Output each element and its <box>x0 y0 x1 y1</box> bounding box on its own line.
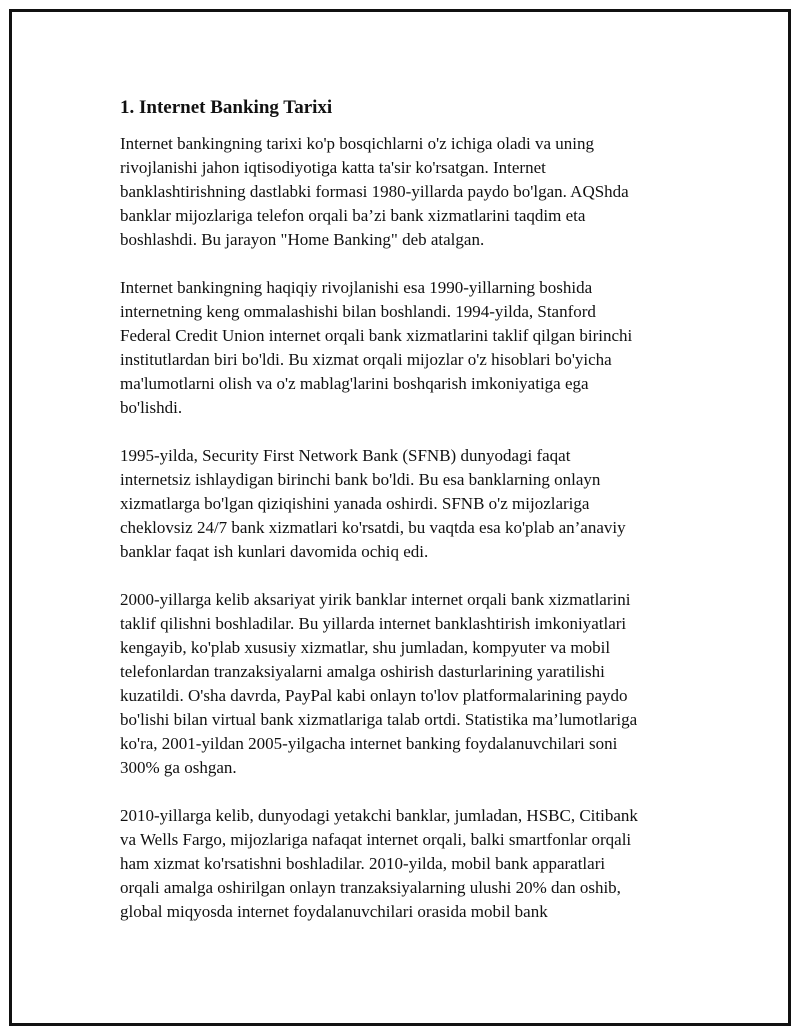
page-frame <box>9 9 791 1026</box>
paragraph-2: Internet bankingning haqiqiy rivojlanishi esa 1990-yillarning boshida internetning keng ommalashishi bilan boshlandi. 1994-yilda, Stanford Federal Credit Union internet orqali bank xizmatlarini taklif qilgan birinchi institutlardan biri bo'ldi. Bu xizmat orqali mijozlar o'z hisoblari bo'yicha ma'lumotlarni olish va o'z mablag'larini boshqarish imkoniyatiga ega bo'lishdi. <box>120 278 633 417</box>
section-heading: 1. Internet Banking Tarixi <box>120 97 333 118</box>
paragraph-5: 2010-yillarga kelib, dunyodagi yetakchi banklar, jumladan, HSBC, Citibank va Wells Fargo, mijozlariga nafaqat internet orqali, balki smartfonlar orqali ham xizmat ko'rsatishni boshladilar. 2010-yilda, mobil bank apparatlari orqali amalga oshirilgan onlayn tranzaksiyalarning ulushi 20% dan oshib, global miqyosda internet foydalanuvchilari orasida mobil bank <box>120 806 638 921</box>
document-body <box>120 96 695 948</box>
paragraph-3: 1995-yilda, Security First Network Bank (SFNB) dunyodagi faqat internetsiz ishlaydigan birinchi bank bo'ldi. Bu esa banklarning onlayn xizmatlarga bo'lgan qiziqishini yanada oshirdi. SFNB o'z mijozlariga cheklovsiz 24/7 bank xizmatlari ko'rsatdi, bu vaqtda esa ko'plab an’anaviy banklar faqat ish kunlari davomida ochiq edi. <box>120 446 626 561</box>
paragraph-1: Internet bankingning tarixi ko'p bosqichlarni o'z ichiga oladi va uning rivojlanishi jahon iqtisodiyotiga katta ta'sir ko'rsatgan. Internet banklashtirishning dastlabki formasi 1980-yillarda paydo bo'lgan. AQShda banklar mijozlariga telefon orqali ba’zi bank xizmatlarini taqdim eta boshlashdi. Bu jarayon "Home Banking" deb atalgan. <box>120 134 629 249</box>
paragraph-4: 2000-yillarga kelib aksariyat yirik banklar internet orqali bank xizmatlarini taklif qilishni boshladilar. Bu yillarda internet banklashtirish imkoniyatlari kengayib, ko'plab xususiy xizmatlar, shu jumladan, kompyuter va mobil telefonlardan tranzaksiyalarni amalga oshirish dasturlarining yaratilishi kuzatildi. O'sha davrda, PayPal kabi onlayn to'lov platformalarining paydo bo'lishi bilan virtual bank xizmatlariga talab ortdi. Statistika ma’lumotlariga ko'ra, 2001-yildan 2005-yilgacha internet banking foydalanuvchilari soni 300% ga oshgan. <box>120 590 638 777</box>
